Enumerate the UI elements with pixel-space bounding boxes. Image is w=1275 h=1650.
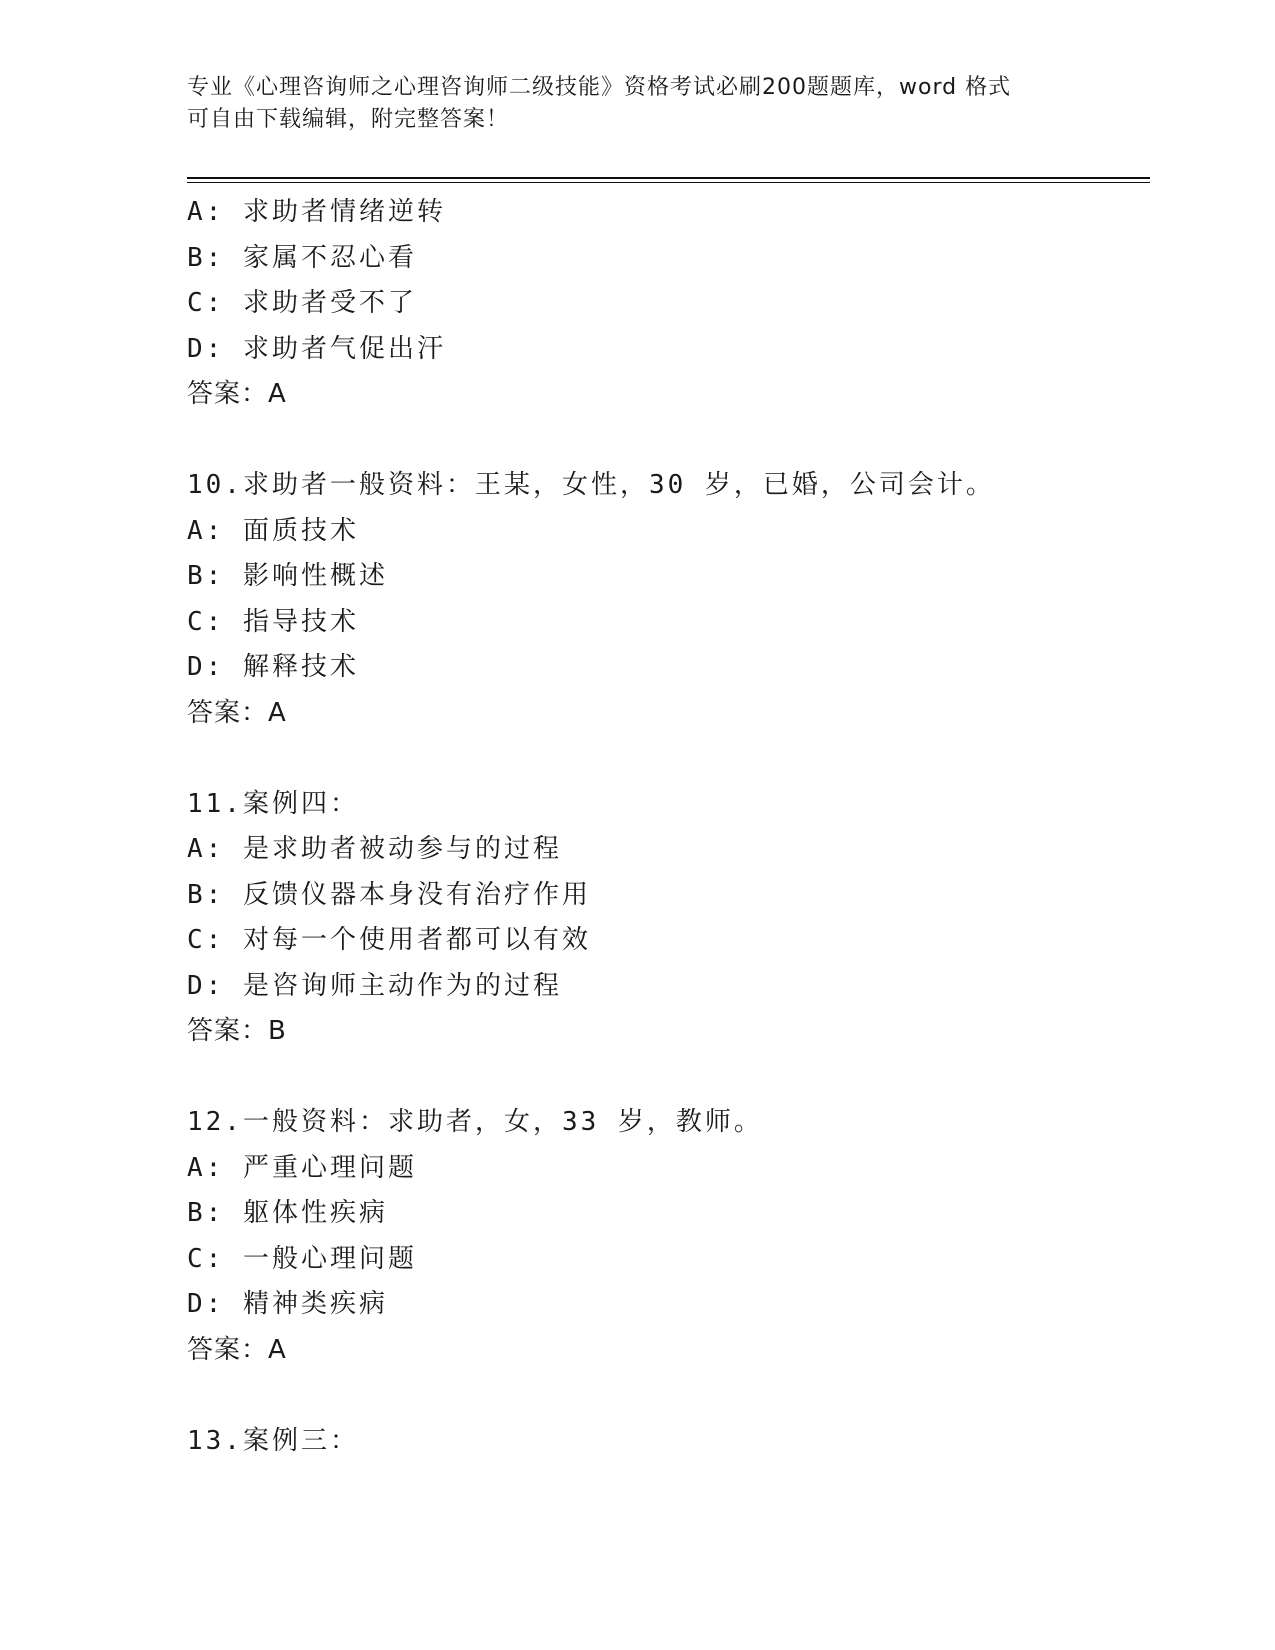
option-b: B: 躯体性疾病 bbox=[187, 1198, 388, 1228]
spacer bbox=[187, 1373, 1147, 1419]
question-block-11 bbox=[187, 782, 1147, 1055]
header-divider-thin bbox=[187, 182, 1150, 183]
option-c: C: 一般心理问题 bbox=[187, 1243, 417, 1274]
question-stem: 12.一般资料：求助者，女，33 岁，教师。 bbox=[187, 1107, 763, 1137]
question-stem: 10.求助者一般资料：王某，女性，30 岁，已婚，公司会计。 bbox=[187, 470, 995, 500]
answer-line: 答案：A bbox=[187, 1334, 287, 1365]
question-block-10 bbox=[187, 463, 1147, 736]
option-b: B: 家属不忍心看 bbox=[187, 242, 417, 273]
answer-line: 答案：A bbox=[187, 697, 287, 728]
option-a: A: 求助者情绪逆转 bbox=[187, 197, 446, 227]
header-line-2: 可自由下载编辑，附完整答案！ bbox=[187, 107, 510, 132]
option-c: C: 对每一个使用者都可以有效 bbox=[187, 925, 591, 955]
option-a: A: 面质技术 bbox=[187, 515, 359, 546]
answer-line: 答案：B bbox=[187, 1016, 287, 1046]
spacer bbox=[187, 1055, 1147, 1101]
option-a: A: 严重心理问题 bbox=[187, 1152, 417, 1183]
header-divider-thick bbox=[187, 177, 1150, 179]
option-d: D: 解释技术 bbox=[187, 652, 359, 682]
document-header bbox=[187, 72, 1087, 136]
option-d: D: 求助者气促出汗 bbox=[187, 333, 446, 364]
question-block-9 bbox=[187, 190, 1147, 418]
header-line-1: 专业《心理咨询师之心理咨询师二级技能》资格考试必刷200题题库，word 格式 bbox=[187, 75, 1012, 100]
option-d: D: 是咨询师主动作为的过程 bbox=[187, 970, 562, 1001]
spacer bbox=[187, 418, 1147, 464]
question-block-12 bbox=[187, 1100, 1147, 1373]
option-b: B: 反馈仪器本身没有治疗作用 bbox=[187, 879, 591, 910]
option-c: C: 求助者受不了 bbox=[187, 288, 417, 318]
question-stem: 11.案例四： bbox=[187, 788, 359, 819]
option-c: C: 指导技术 bbox=[187, 606, 359, 637]
answer-line: 答案：A bbox=[187, 379, 287, 409]
spacer bbox=[187, 736, 1147, 782]
option-a: A: 是求助者被动参与的过程 bbox=[187, 834, 562, 864]
question-block-13 bbox=[187, 1419, 1147, 1465]
question-list bbox=[187, 190, 1147, 1464]
question-stem: 13.案例三： bbox=[187, 1425, 359, 1456]
option-b: B: 影响性概述 bbox=[187, 561, 388, 591]
option-d: D: 精神类疾病 bbox=[187, 1289, 388, 1319]
